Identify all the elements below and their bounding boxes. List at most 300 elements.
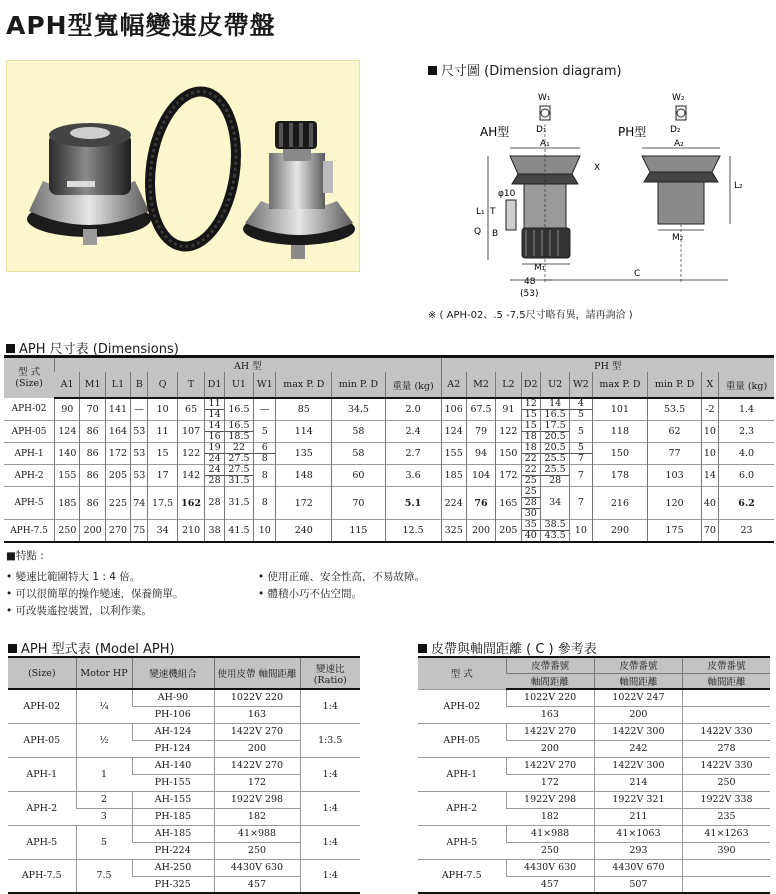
dimensions-heading: APH 尺寸表 (Dimensions) bbox=[6, 338, 179, 357]
label-53: (53) bbox=[520, 289, 539, 299]
cell-minpd: 70 bbox=[332, 487, 385, 520]
col-m1: M1 bbox=[80, 372, 105, 398]
cell-m2: 79 bbox=[466, 421, 495, 443]
cell-w1-value: 6 bbox=[261, 442, 268, 453]
cell-minpd: 58 bbox=[332, 443, 385, 465]
dimension-row bbox=[4, 443, 774, 465]
cell-combo: AH-155 bbox=[132, 791, 214, 808]
cell-t: 107 bbox=[177, 421, 205, 443]
cell-d2 bbox=[521, 520, 540, 543]
col-dist-1: 軸間距離 bbox=[506, 673, 594, 689]
cell-b: 74 bbox=[131, 487, 148, 520]
cell-u1-value: 27.5 bbox=[228, 464, 250, 475]
cell-center-distance: 200 bbox=[506, 740, 594, 757]
cell-x: 70 bbox=[701, 520, 718, 543]
cell-u1 bbox=[224, 398, 253, 421]
cell-maxpd2: 290 bbox=[592, 520, 648, 543]
cell-t: 142 bbox=[177, 465, 205, 487]
cell-a2: 185 bbox=[441, 465, 466, 487]
cell-size: APH-5 bbox=[8, 825, 76, 859]
cell-d1-value: 24 bbox=[205, 453, 223, 464]
cell-w2 bbox=[570, 421, 592, 443]
cell-maxpd2: 216 bbox=[592, 487, 648, 520]
cell-u1-value: 16.5 bbox=[228, 420, 250, 431]
col-maxpd2: max P. D bbox=[592, 372, 648, 398]
cell-u2 bbox=[540, 487, 569, 520]
col-maxpd: max P. D bbox=[276, 372, 332, 398]
model-row bbox=[8, 825, 360, 842]
cell-x: -2 bbox=[701, 398, 718, 421]
page-title: APH型寬幅變速皮帶盤 bbox=[6, 11, 276, 40]
cell-minpd2: 175 bbox=[648, 520, 701, 543]
cell-weight: 12.5 bbox=[385, 520, 441, 543]
cell-u1 bbox=[224, 520, 253, 543]
cell-m1: 86 bbox=[80, 421, 105, 443]
cell-w1-value: 8 bbox=[254, 453, 275, 464]
cell-combo: PH-155 bbox=[132, 774, 214, 791]
cell-belt-number: 41×1063 bbox=[594, 825, 682, 842]
cell-size: APH-7.5 bbox=[8, 859, 76, 893]
cell-minpd2: 77 bbox=[648, 443, 701, 465]
belt-row bbox=[418, 859, 770, 876]
feature-item: • 變速比範圍特大 1 : 4 倍。 bbox=[6, 571, 141, 583]
dimension-note: ※ ( APH-02、.5 -7.5尺寸略有異，請再詢洽 ) bbox=[428, 310, 633, 321]
col-t: T bbox=[177, 372, 205, 398]
cell-l2: 91 bbox=[496, 398, 521, 421]
cell-combo: PH-325 bbox=[132, 876, 214, 893]
label-x: X bbox=[594, 163, 601, 173]
square-bullet-icon bbox=[428, 66, 437, 75]
belt-row bbox=[418, 757, 770, 774]
model-row bbox=[8, 859, 360, 876]
cell-d2-value: 28 bbox=[522, 497, 540, 508]
cell-u1-value: 22 bbox=[232, 442, 245, 453]
belt-row bbox=[418, 689, 770, 706]
cell-w1 bbox=[254, 443, 276, 465]
cell-maxpd: 114 bbox=[276, 421, 332, 443]
col-d1: D1 bbox=[205, 372, 224, 398]
cell-d2-value: 18 bbox=[522, 431, 540, 442]
cell-maxpd2: 150 bbox=[592, 443, 648, 465]
cell-t: 162 bbox=[177, 487, 205, 520]
col-belt-no-1: 皮帶番號 bbox=[506, 657, 594, 673]
cell-belt: 4430V 630 bbox=[214, 859, 300, 876]
cell-minpd2: 103 bbox=[648, 465, 701, 487]
cell-w1 bbox=[254, 465, 276, 487]
label-48: 48 bbox=[524, 277, 536, 287]
cell-size: APH-05 bbox=[8, 723, 76, 757]
model-table-heading: APH 型式表 (Model APH) bbox=[8, 638, 175, 657]
cell-belt: 182 bbox=[214, 808, 300, 825]
cell-a2: 224 bbox=[441, 487, 466, 520]
cell-u2-value: 20.5 bbox=[544, 442, 566, 453]
cell-d1-value: 14 bbox=[208, 420, 221, 431]
cell-combo: AH-90 bbox=[132, 689, 214, 706]
cell-x: 40 bbox=[701, 487, 718, 520]
cell-x: 14 bbox=[701, 465, 718, 487]
cell-maxpd: 172 bbox=[276, 487, 332, 520]
label-phi10: φ10 bbox=[498, 189, 516, 199]
cell-m2: 104 bbox=[466, 465, 495, 487]
belt-table-heading: 皮帶與軸間距離 ( C ) 參考表 bbox=[418, 638, 597, 657]
cell-ratio: 1:4 bbox=[300, 825, 360, 859]
feature-item: • 可以很簡單的操作變速，保養簡單。 bbox=[6, 588, 184, 600]
cell-belt-number: 4430V 630 bbox=[506, 859, 594, 876]
col-belt-no-2: 皮帶番號 bbox=[594, 657, 682, 673]
cell-q: 10 bbox=[148, 398, 177, 421]
cell-weight: 5.1 bbox=[385, 487, 441, 520]
cell-belt: 1422V 270 bbox=[214, 723, 300, 740]
cell-weight: 2.4 bbox=[385, 421, 441, 443]
label-l2: L₂ bbox=[734, 181, 743, 191]
ph-type-label: PH型 bbox=[618, 125, 647, 139]
cell-w2 bbox=[570, 520, 592, 543]
cell-d2-value: 40 bbox=[522, 530, 540, 541]
cell-q: 17 bbox=[148, 465, 177, 487]
cell-w1-value: — bbox=[260, 403, 270, 415]
cell-l1: 225 bbox=[105, 487, 130, 520]
cell-minpd: 58 bbox=[332, 421, 385, 443]
cell-combo: PH-106 bbox=[132, 706, 214, 723]
cell-u2-value: 28 bbox=[541, 475, 569, 486]
cell-u2-value: 16.5 bbox=[541, 409, 569, 420]
cell-size: APH-02 bbox=[418, 689, 506, 723]
cell-u2-value: 25.5 bbox=[541, 453, 569, 464]
cell-weight2: 1.4 bbox=[719, 398, 774, 421]
cell-minpd: 34.5 bbox=[332, 398, 385, 421]
cell-l1: 270 bbox=[105, 520, 130, 543]
cell-t: 122 bbox=[177, 443, 205, 465]
cell-q: 11 bbox=[148, 421, 177, 443]
cell-l2: 122 bbox=[496, 421, 521, 443]
cell-d2-value: 15 bbox=[524, 420, 537, 431]
model-row bbox=[8, 757, 360, 774]
cell-u1-value: 41.5 bbox=[228, 524, 250, 536]
label-w1: W₁ bbox=[538, 93, 551, 103]
cell-combo: AH-185 bbox=[132, 825, 214, 842]
col-minpd: min P. D bbox=[332, 372, 385, 398]
cell-d1-value: 28 bbox=[208, 497, 221, 508]
col-weight2: 重量 (kg) bbox=[719, 372, 774, 398]
cell-b: 53 bbox=[131, 421, 148, 443]
cell-t: 65 bbox=[177, 398, 205, 421]
cell-size: APH-1 bbox=[8, 757, 76, 791]
cell-l1: 205 bbox=[105, 465, 130, 487]
cell-center-distance: 242 bbox=[594, 740, 682, 757]
col-motor-hp: Motor HP bbox=[76, 657, 132, 689]
cell-size: APH-2 bbox=[8, 791, 76, 825]
cell-w1 bbox=[254, 520, 276, 543]
label-l1: L₁ bbox=[476, 207, 485, 217]
cell-belt: 172 bbox=[214, 774, 300, 791]
label-q: Q bbox=[474, 227, 482, 237]
cell-d1 bbox=[205, 487, 224, 520]
cell-belt: 250 bbox=[214, 842, 300, 859]
cell-maxpd2: 178 bbox=[592, 465, 648, 487]
col-a2: A2 bbox=[441, 372, 466, 398]
cell-belt-number bbox=[683, 859, 770, 876]
cell-d2 bbox=[521, 487, 540, 520]
features-section bbox=[6, 548, 766, 620]
cell-l2: 165 bbox=[496, 487, 521, 520]
cell-d2-value: 22 bbox=[524, 464, 537, 475]
cell-u1 bbox=[224, 487, 253, 520]
cell-weight2: 4.0 bbox=[719, 443, 774, 465]
col-x: X bbox=[701, 372, 718, 398]
cell-w2-value: 10 bbox=[574, 524, 587, 536]
label-d1: D₁ bbox=[536, 125, 547, 135]
cell-w2 bbox=[570, 443, 592, 465]
cell-center-distance bbox=[683, 706, 770, 723]
cell-d1-value: 16 bbox=[205, 431, 223, 442]
cell-d2 bbox=[521, 421, 540, 443]
cell-size: APH-1 bbox=[4, 443, 55, 465]
cell-hp: 5 bbox=[76, 825, 132, 859]
label-w2: W₂ bbox=[672, 93, 685, 103]
col-w2: W2 bbox=[570, 372, 592, 398]
cell-d2-value: 30 bbox=[522, 508, 540, 519]
cell-maxpd: 240 bbox=[276, 520, 332, 543]
cell-w2-value: 7 bbox=[577, 497, 584, 508]
cell-hp: 2 bbox=[76, 791, 132, 808]
cell-center-distance: 163 bbox=[506, 706, 594, 723]
cell-u2 bbox=[540, 398, 569, 421]
cell-maxpd: 135 bbox=[276, 443, 332, 465]
col-l2: L2 bbox=[496, 372, 521, 398]
cell-ratio: 1:4 bbox=[300, 757, 360, 791]
cell-x: 10 bbox=[701, 421, 718, 443]
cell-maxpd2: 101 bbox=[592, 398, 648, 421]
cell-u1-value: 31.5 bbox=[225, 475, 253, 486]
cell-center-distance: 457 bbox=[506, 876, 594, 893]
dimension-row bbox=[4, 465, 774, 487]
cell-b: 53 bbox=[131, 465, 148, 487]
cell-w1 bbox=[254, 398, 276, 421]
cell-center-distance: 293 bbox=[594, 842, 682, 859]
cell-m2: 200 bbox=[466, 520, 495, 543]
cell-belt: 1422V 270 bbox=[214, 757, 300, 774]
cell-u1 bbox=[224, 421, 253, 443]
col-belt: 使用皮帶 軸間距離 bbox=[214, 657, 300, 689]
cell-size: APH-5 bbox=[418, 825, 506, 859]
dimension-row bbox=[4, 398, 774, 421]
cell-u1-value: 16.5 bbox=[228, 403, 250, 415]
cell-d2-value: 22 bbox=[522, 453, 540, 464]
dimension-diagram-heading: 尺寸圖 (Dimension diagram) bbox=[428, 60, 622, 79]
cell-belt-number: 1422V 330 bbox=[683, 723, 770, 740]
cell-l2: 150 bbox=[496, 443, 521, 465]
feature-item: • 使用正確、安全性高，不易故障。 bbox=[258, 571, 426, 583]
cell-d1-value: 24 bbox=[208, 464, 221, 475]
cell-d1 bbox=[205, 465, 224, 487]
cell-l1: 141 bbox=[105, 398, 130, 421]
label-a1: A₁ bbox=[540, 139, 550, 149]
group-ah: AH 型 bbox=[55, 357, 441, 373]
cell-belt-number: 1922V 338 bbox=[683, 791, 770, 808]
cell-u2 bbox=[540, 421, 569, 443]
cell-belt-number: 1422V 270 bbox=[506, 723, 594, 740]
cell-l1: 172 bbox=[105, 443, 130, 465]
cell-u2 bbox=[540, 465, 569, 487]
cell-l1: 164 bbox=[105, 421, 130, 443]
cell-belt-number: 1922V 321 bbox=[594, 791, 682, 808]
cell-b: — bbox=[131, 398, 148, 421]
cell-maxpd: 85 bbox=[276, 398, 332, 421]
features-heading: ■特點 : bbox=[6, 550, 44, 562]
belt-row bbox=[418, 723, 770, 740]
model-row bbox=[8, 689, 360, 706]
cell-belt-number: 41×988 bbox=[506, 825, 594, 842]
cell-belt: 41×988 bbox=[214, 825, 300, 842]
cell-belt-number: 4430V 670 bbox=[594, 859, 682, 876]
cell-q: 15 bbox=[148, 443, 177, 465]
col-q: Q bbox=[148, 372, 177, 398]
label-a2: A₂ bbox=[674, 139, 684, 149]
cell-maxpd2: 118 bbox=[592, 421, 648, 443]
cell-minpd: 60 bbox=[332, 465, 385, 487]
cell-w1 bbox=[254, 487, 276, 520]
cell-x: 10 bbox=[701, 443, 718, 465]
col-ratio: 變速比 (Ratio) bbox=[300, 657, 360, 689]
cell-m2: 67.5 bbox=[466, 398, 495, 421]
pulley-products-illustration bbox=[7, 61, 361, 273]
cell-size: APH-2 bbox=[418, 791, 506, 825]
cell-u1-value: 27.5 bbox=[225, 453, 253, 464]
dimensions-table bbox=[4, 355, 774, 543]
dimension-row bbox=[4, 421, 774, 443]
cell-a2: 325 bbox=[441, 520, 466, 543]
cell-w2-value: 7 bbox=[570, 453, 591, 464]
cell-d2-value: 25 bbox=[524, 486, 537, 497]
dimension-diagram bbox=[428, 84, 774, 304]
col-minpd2: min P. D bbox=[648, 372, 701, 398]
cell-d1 bbox=[205, 520, 224, 543]
cell-d1-value: 14 bbox=[205, 409, 223, 420]
cell-center-distance: 250 bbox=[683, 774, 770, 791]
cell-w2 bbox=[570, 487, 592, 520]
cell-center-distance: 390 bbox=[683, 842, 770, 859]
cell-center-distance: 278 bbox=[683, 740, 770, 757]
cell-minpd2: 62 bbox=[648, 421, 701, 443]
cell-center-distance bbox=[683, 876, 770, 893]
cell-u2 bbox=[540, 520, 569, 543]
cell-weight2: 6.0 bbox=[719, 465, 774, 487]
cell-a1: 185 bbox=[55, 487, 80, 520]
col-size: (Size) bbox=[8, 657, 76, 689]
label-d2: D₂ bbox=[670, 125, 681, 135]
cell-m1: 86 bbox=[80, 487, 105, 520]
cell-size: APH-7.5 bbox=[4, 520, 55, 543]
cell-d2-value: 25 bbox=[522, 475, 540, 486]
cell-w2-value: 5 bbox=[577, 442, 584, 453]
cell-size: APH-7.5 bbox=[418, 859, 506, 893]
cell-u2-value: 38.5 bbox=[544, 519, 566, 530]
cell-belt-number: 1022V 220 bbox=[506, 689, 594, 706]
col-u2: U2 bbox=[540, 372, 569, 398]
cell-weight: 2.7 bbox=[385, 443, 441, 465]
model-row bbox=[8, 723, 360, 740]
cell-l2: 172 bbox=[496, 465, 521, 487]
col-b: B bbox=[131, 372, 148, 398]
cell-hp: 7.5 bbox=[76, 859, 132, 893]
cell-size: APH-05 bbox=[418, 723, 506, 757]
cell-belt-number: 41×1263 bbox=[683, 825, 770, 842]
cell-maxpd: 148 bbox=[276, 465, 332, 487]
cell-u2-value: 34 bbox=[549, 497, 562, 508]
cell-m1: 86 bbox=[80, 465, 105, 487]
belt-distance-table bbox=[418, 656, 770, 894]
cell-hp: 1 bbox=[76, 757, 132, 791]
cell-a1: 155 bbox=[55, 465, 80, 487]
col-w1: W1 bbox=[254, 372, 276, 398]
feature-item: • 可改裝遙控裝置，以利作業。 bbox=[6, 605, 153, 617]
square-bullet-icon bbox=[8, 644, 17, 653]
cell-center-distance: 250 bbox=[506, 842, 594, 859]
col-belt-no-3: 皮帶番號 bbox=[683, 657, 770, 673]
cell-u2-value: 25.5 bbox=[544, 464, 566, 475]
col-size: 型 式 (Size) bbox=[4, 357, 55, 399]
cell-u1 bbox=[224, 443, 253, 465]
label-m1: M₁ bbox=[534, 263, 546, 273]
cell-size: APH-02 bbox=[8, 689, 76, 723]
group-ph: PH 型 bbox=[441, 357, 774, 373]
cell-w1-value: 10 bbox=[258, 524, 271, 536]
cell-belt-number: 1422V 270 bbox=[506, 757, 594, 774]
cell-belt: 200 bbox=[214, 740, 300, 757]
col-m2: M2 bbox=[466, 372, 495, 398]
cell-w2-value: 4 bbox=[577, 398, 584, 409]
cell-weight: 2.0 bbox=[385, 398, 441, 421]
dimension-row bbox=[4, 520, 774, 543]
cell-a2: 124 bbox=[441, 421, 466, 443]
cell-combo: AH-124 bbox=[132, 723, 214, 740]
cell-d2-value: 18 bbox=[524, 442, 537, 453]
cell-d1-value: 11 bbox=[208, 398, 221, 409]
cell-ratio: 1:4 bbox=[300, 791, 360, 825]
cell-m1: 200 bbox=[80, 520, 105, 543]
cell-d1 bbox=[205, 443, 224, 465]
col-weight: 重量 (kg) bbox=[385, 372, 441, 398]
cell-w1 bbox=[254, 421, 276, 443]
cell-b: 75 bbox=[131, 520, 148, 543]
cell-d2-value: 15 bbox=[522, 409, 540, 420]
cell-w1-value: 8 bbox=[261, 469, 268, 481]
col-dist-2: 軸間距離 bbox=[594, 673, 682, 689]
col-dist-3: 軸間距離 bbox=[683, 673, 770, 689]
cell-center-distance: 214 bbox=[594, 774, 682, 791]
cell-center-distance: 200 bbox=[594, 706, 682, 723]
cell-center-distance: 211 bbox=[594, 808, 682, 825]
cell-d2 bbox=[521, 443, 540, 465]
cell-belt-number: 1022V 247 bbox=[594, 689, 682, 706]
cell-belt-number: 1422V 330 bbox=[683, 757, 770, 774]
label-b: B bbox=[492, 229, 499, 239]
feature-item: • 體積小巧不佔空間。 bbox=[258, 588, 363, 600]
cell-hp: ¼ bbox=[76, 689, 132, 723]
cell-q: 34 bbox=[148, 520, 177, 543]
cell-belt: 163 bbox=[214, 706, 300, 723]
col-a1: A1 bbox=[55, 372, 80, 398]
cell-b: 53 bbox=[131, 443, 148, 465]
cell-l2: 205 bbox=[496, 520, 521, 543]
label-c: C bbox=[634, 269, 641, 279]
cell-m1: 70 bbox=[80, 398, 105, 421]
cell-u2-value: 14 bbox=[549, 398, 562, 409]
cell-minpd2: 53.5 bbox=[648, 398, 701, 421]
cell-d1-value: 19 bbox=[208, 442, 221, 453]
cell-weight2: 6.2 bbox=[719, 487, 774, 520]
cell-combo: PH-185 bbox=[132, 808, 214, 825]
